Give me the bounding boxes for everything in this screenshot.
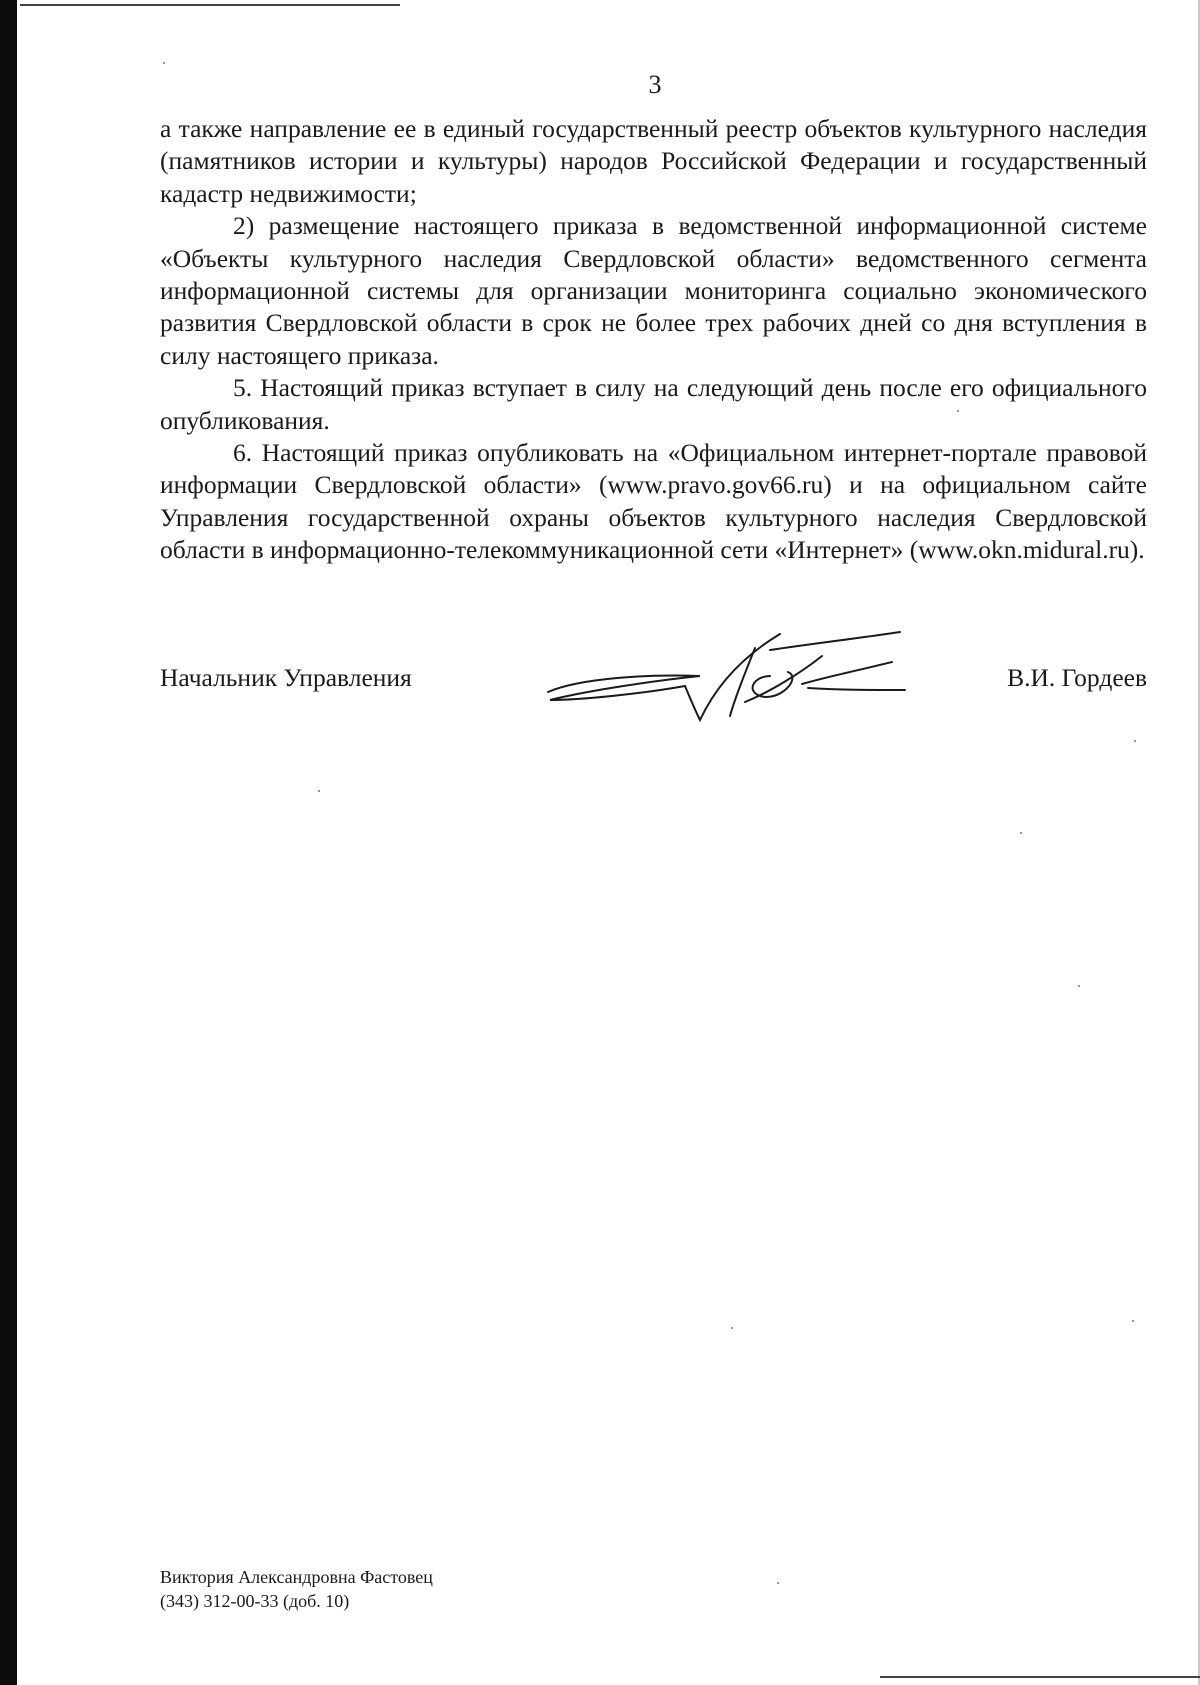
paragraph: 6. Настоящий приказ опубликовать на «Официальном интернет-портале правовой информации Свердловской области» (www.pravo.gov66.ru) и на официальном сайте Управления государственной охраны объектов культурного наследия Свердловской области в информационно-телекоммуникационной сети «Интернет» (www.okn.midural.ru). (160, 438, 1147, 565)
scan-speck (318, 790, 320, 792)
scan-speck (1020, 832, 1022, 834)
handwritten-signature (540, 628, 910, 728)
scan-artifact-line (880, 1676, 1200, 1678)
signer-title: Начальник Управления (160, 663, 412, 692)
scan-speck (957, 410, 959, 412)
executor-name: Виктория Александровна Фастовец (160, 1567, 433, 1587)
scan-speck (163, 62, 165, 64)
scan-speck (1132, 1320, 1134, 1322)
scan-speck (731, 1327, 733, 1329)
paragraph: 5. Настоящий приказ вступает в силу на следующий день после его официального опубликования. (160, 373, 1147, 435)
scan-speck (777, 1582, 779, 1584)
document-body (160, 113, 1147, 567)
scan-left-edge (0, 0, 17, 1685)
executor-phone: (343) 312-00-33 (доб. 10) (160, 1591, 350, 1611)
paragraph: 2) размещение настоящего приказа в ведомственной информационной системе «Объекты культурного наследия Свердловской области» ведомственного сегмента информационной системы для организации мониторинга социально экономического развития Свердловской области в срок не более трех рабочих дней со дня вступления в силу настоящего приказа. (160, 211, 1147, 370)
scan-speck (1134, 740, 1136, 742)
scan-artifact-line (20, 4, 400, 6)
executor-info (160, 1565, 433, 1613)
scan-speck (1078, 985, 1080, 987)
paragraph: а также направление ее в единый государственный реестр объектов культурного наследия (памятников истории и культуры) народов Российской Федерации и государственный кадастр недвижимости; (160, 114, 1147, 208)
page-number: 3 (648, 70, 662, 99)
signer-name: В.И. Гордеев (1007, 663, 1147, 692)
